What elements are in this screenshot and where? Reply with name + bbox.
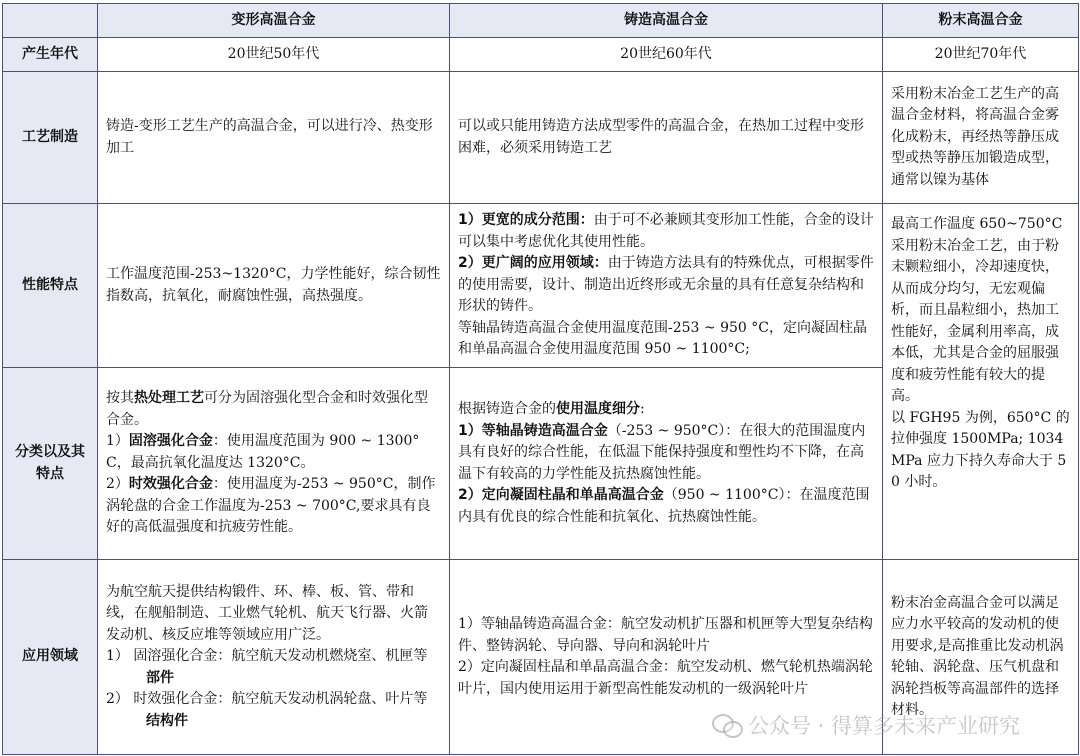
classification-deformed-item-2 (106, 474, 441, 539)
application-cast-item-2: 2）定向凝固柱晶和单晶高温合金：航空发动机、燃气轮机热端涡轮叶片，国内使用运用于新型高性能发动机的一级涡轮叶片 (458, 659, 873, 697)
classification-deformed-item-2-num: 2） (106, 476, 129, 493)
watermark-text: 公众号 · 得算多未来产业研究 (747, 714, 1020, 738)
classification-deformed-item-1-num: 1） (106, 433, 129, 450)
col-header-deformed: 变形高温合金 (98, 4, 450, 38)
row-era (3, 38, 1079, 72)
application-deformed-item-1 (106, 646, 441, 689)
performance-cast-point-2-text: 由于铸造方法具有的特殊优点，可根据零件的使用需要，设计、制造出近终形或无余量的具有任意复杂结构和形状的铸件。 (458, 255, 874, 315)
performance-deformed: 工作温度范围-253~1320°C，力学性能好，综合韧性指数高，抗氧化，耐腐蚀性强，高热强度。 (98, 204, 450, 368)
classification-cast-intro-a: 根据铸造合金的 (458, 401, 556, 417)
application-deformed-item-2-text: 2） 时效强化合金：航空航天发动机涡轮盘、叶片等 (106, 691, 428, 708)
row-label-application: 应用领域 (3, 560, 98, 755)
row-performance (3, 204, 1079, 368)
classification-cast (450, 368, 883, 560)
performance-powder (883, 204, 1079, 560)
application-deformed-item-1-text: 1） 固溶强化合金：航空航天发动机燃烧室、机匣等 (106, 648, 428, 665)
row-label-process: 工艺制造 (3, 72, 98, 204)
classification-deformed-item-1 (106, 431, 441, 474)
process-powder: 采用粉末冶金工艺生产的高温合金材料，将高温合金雾化成粉末，再经热等静压成型或热等静压加锻造成型，通常以镍为基体 (883, 72, 1079, 204)
application-cast (450, 560, 883, 755)
era-powder: 20世纪70年代 (883, 38, 1079, 72)
superalloy-comparison-table (2, 3, 1079, 755)
performance-cast-point-2-title: 2）更广阔的应用领域： (458, 255, 608, 272)
classification-cast-item-2-title: 2）定向凝固柱晶和单晶高温合金 (458, 487, 664, 503)
row-process (3, 72, 1079, 204)
performance-cast-point-2 (458, 253, 874, 318)
classification-deformed-item-2-title: 时效强化合金 (128, 476, 213, 493)
classification-deformed-intro-b: 可分为固溶强化型合金和时效强化型合金。 (106, 390, 428, 428)
row-label-performance: 性能特点 (3, 204, 98, 368)
application-deformed-item-2 (106, 689, 441, 732)
corner-cell (3, 4, 98, 38)
application-deformed-intro: 为航空航天提供结构锻件、环、棒、板、管、带和线，在舰船制造、工业燃气轮机、航天飞行器、火箭发动机、核反应堆等领域应用广泛。 (106, 583, 428, 643)
col-header-powder: 粉末高温合金 (883, 4, 1079, 38)
application-cast-item-1: 1）等轴晶铸造高温合金：航空发动机扩压器和机匣等大型复杂结构件、整铸涡轮、导向器、导向和涡轮叶片 (458, 616, 873, 654)
classification-deformed-intro (106, 388, 441, 431)
classification-cast-intro-b: : (640, 401, 645, 417)
performance-powder-text-1: 最高工作温度 650~750°C 采用粉末冶金工艺，由于粉末颗粒细小，冷却速度快，从而成分均匀，无宏观偏析，而且晶粒细小，热加工性能好，金属利用率高，成本低，尤其是合金的屈服强度和疲劳性能有较大的提高。 (891, 216, 1063, 404)
performance-cast-point-1-title: 1）更宽的成分范围： (458, 212, 594, 229)
classification-cast-item-2-text: （950 ~ 1100°C）：在温度范围内具有优良的综合性能和抗氧化、抗热腐蚀性能。 (458, 487, 870, 525)
classification-deformed (98, 368, 450, 560)
row-label-era: 产生年代 (3, 38, 98, 72)
performance-cast-point-3: 等轴晶铸造高温合金使用温度范围-253 ~ 950 °C，定向凝固柱晶和单晶高温合金使用温度范围 950 ~ 1100°C; (458, 319, 867, 358)
performance-cast-point-1 (458, 210, 874, 253)
application-deformed-item-2-bold: 结构件 (146, 712, 188, 729)
classification-cast-intro-bold: 使用温度细分 (556, 401, 640, 417)
col-header-cast: 铸造高温合金 (450, 4, 883, 38)
classification-cast-item-1 (458, 421, 874, 486)
row-application (3, 560, 1079, 755)
classification-deformed-item-1-title: 固溶强化合金 (128, 433, 213, 450)
process-cast: 可以或只能用铸造方法成型零件的高温合金，在热加工过程中变形困难，必须采用铸造工艺 (450, 72, 883, 204)
era-deformed: 20世纪50年代 (98, 38, 450, 72)
performance-cast (450, 204, 883, 368)
era-cast: 20世纪60年代 (450, 38, 883, 72)
application-powder: 粉末冶金高温合金可以满足应力水平较高的发动机的使用要求,是高推重比发动机涡轮轴、涡轮盘、压气机盘和涡轮挡板等高温部件的选择材料。 (883, 560, 1079, 755)
classification-cast-intro (458, 399, 874, 421)
application-deformed-item-1-bold: 部件 (146, 669, 174, 686)
application-deformed (98, 560, 450, 755)
process-deformed: 铸造-变形工艺生产的高温合金，可以进行冷、热变形加工 (98, 72, 450, 204)
classification-cast-item-1-title: 1）等轴晶铸造高温合金 (458, 422, 608, 439)
classification-deformed-intro-bold: 热处理工艺 (134, 390, 204, 407)
classification-cast-item-2 (458, 485, 874, 528)
header-row (3, 4, 1079, 38)
classification-deformed-item-1-text: ：使用温度范围为 900 ~ 1300°C，最高抗氧化温度达 1320°C。 (106, 433, 420, 471)
classification-cast-item-1-text: （-253 ~ 950°C）：在很大的范围温度内具有良好的综合性能，在低温下能保持强度和塑性均不下降，在高温下有较高的力学性能及抗热腐蚀性能。 (458, 422, 866, 482)
classification-deformed-item-2-text: ：使用温度为-253 ~ 950°C，制作涡轮盘的合金工作温度为-253 ~ 700°C,要求具有良好的高低温强度和抗疲劳性能。 (106, 476, 436, 536)
classification-deformed-intro-a: 按其 (106, 390, 134, 407)
performance-powder-text-2: 以 FGH95 为例，650°C 的拉伸强度 1500MPa; 1034MPa 应力下持久寿命大于 50 小时。 (891, 409, 1070, 490)
performance-cast-point-1-text: 由于可不必兼顾其变形加工性能，合金的设计可以集中考虑优化其使用性能。 (458, 212, 874, 250)
row-label-classification: 分类以及其特点 (3, 368, 98, 560)
